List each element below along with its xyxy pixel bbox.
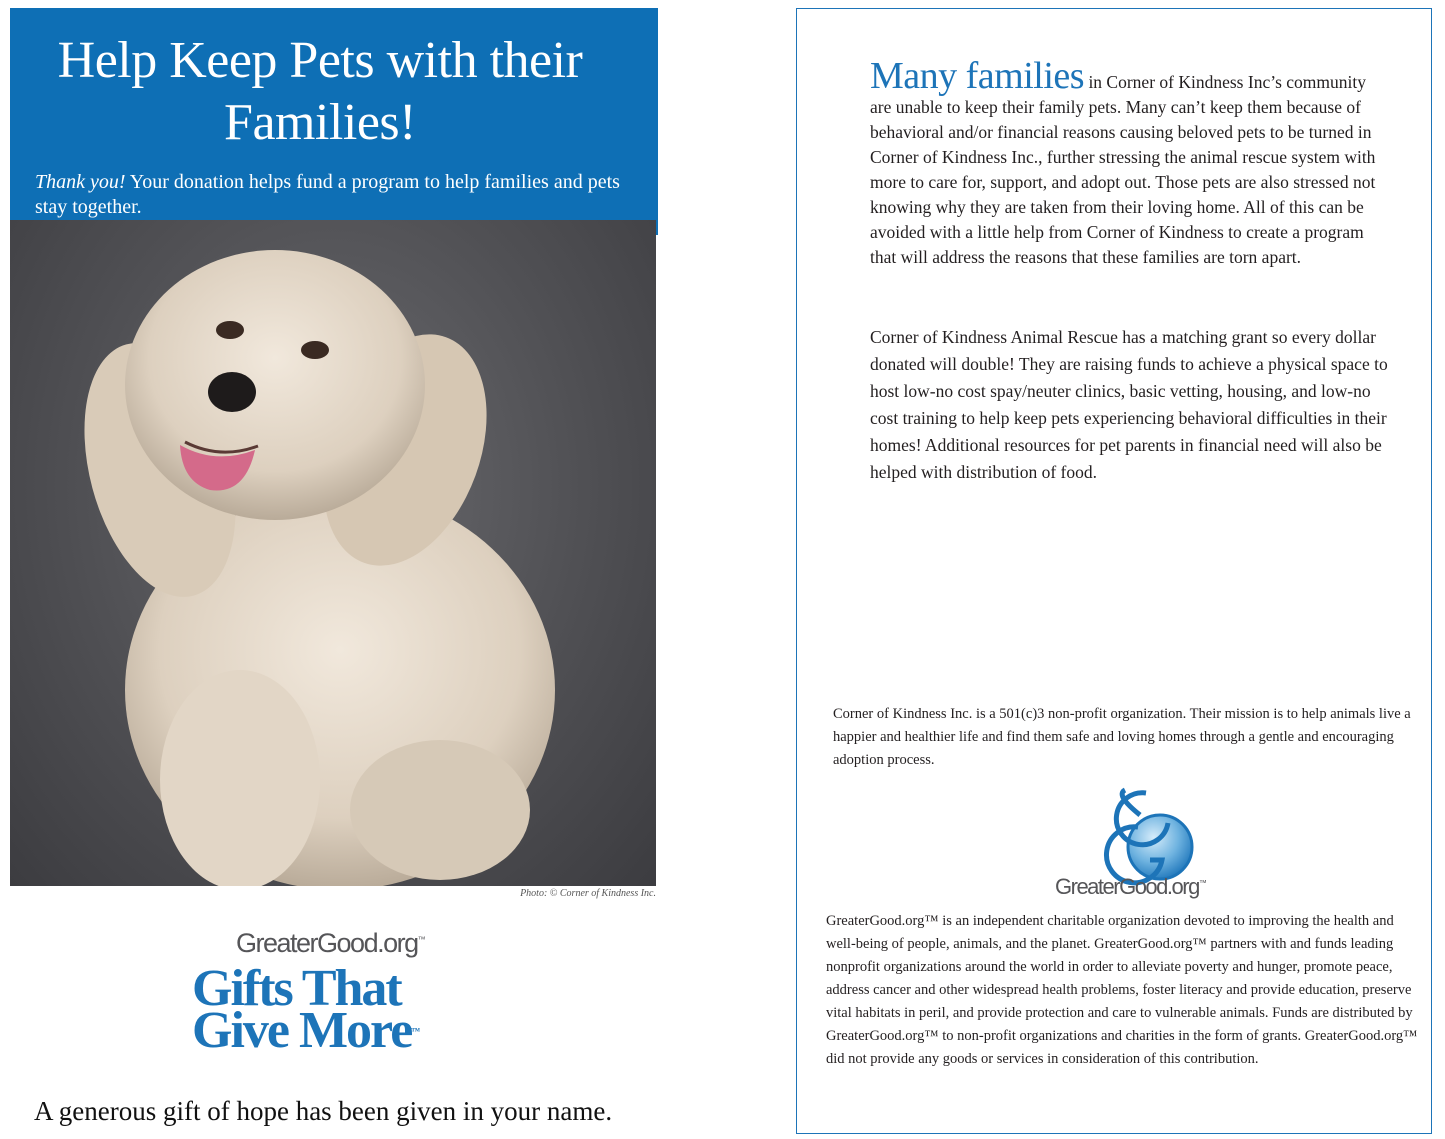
thank-you-note — [35, 170, 635, 220]
gifts-trademark-mark: ™ — [411, 1026, 421, 1036]
gifts-line-2: Give More — [192, 1002, 412, 1059]
intro-paragraph — [870, 55, 1390, 270]
trademark-mark: ™ — [417, 935, 426, 944]
greatergood-logo-text — [1055, 874, 1207, 900]
thank-you-text: Your donation helps fund a program to help families and pets stay together. — [35, 171, 620, 218]
greatergood-wordmark-text: GreaterGood.org — [236, 928, 418, 958]
mission-statement: Corner of Kindness Inc. is a 501(c)3 non-profit organization. Their mission is to help animals live a happier and healthier life and find them safe and loving homes through a gentle and encouraging adoption process. — [833, 706, 1411, 768]
gifts-line-1: Gifts That — [192, 960, 401, 1017]
gift-tagline: A generous gift of hope has been given in your name. — [34, 1096, 613, 1126]
logo-trademark-mark: ™ — [1198, 878, 1207, 888]
gifts-that-give-more-logo — [192, 960, 492, 1059]
greatergood-logo-name: GreaterGood.org — [1055, 874, 1199, 899]
dog-illustration — [10, 220, 656, 886]
about-greatergood: GreaterGood.org™ is an independent charitable organization devoted to improving the health and well-being of people, animals, and the planet. GreaterGood.org™ partners with and funds leading nonprofit organizations around the world in order to alleviate poverty and hunger, promote peace, address cancer and other widespread health problems, foster literacy and provide education, preserve vital habitats in peril, and provide protection and care to vulnerable animals. Funds are distributed by GreaterGood.org™ to non-profit organizations and charities in the form of grants. GreaterGood.org™ did not provide any goods or services in consideration of this contribution. — [826, 913, 1418, 1067]
dog-photo — [10, 220, 656, 886]
greatergood-wordmark — [236, 928, 426, 959]
grant-paragraph: Corner of Kindness Animal Rescue has a matching grant so every dollar donated will double! They are raising funds to achieve a physical space to host low-no cost spay/neuter clinics, basic vetting, housing, and low-no cost training to help keep pets experiencing behavioral difficulties in their homes! Additional resources for pet parents in financial need will also be helped with distribution of food. — [870, 327, 1388, 482]
page-headline: Help Keep Pets with their Families! — [57, 32, 583, 151]
intro-text: in Corner of Kindness Inc’s community are unable to keep their family pets. Many can’t keep them because of behavioral and/or financial reasons causing beloved pets to be turned in Corner of Kindness Inc., further stressing the animal rescue system with more to care for, support, and adopt out. Those pets are also stressed not knowing why they are taken from their loving home. All of this can be avoided with a little help from Corner of Kindness to create a program that will address the reasons that these families are torn apart. — [870, 72, 1376, 267]
photo-credit: Photo: © Corner of Kindness Inc. — [520, 888, 656, 899]
lead-words: Many families — [870, 55, 1085, 97]
thank-you-emphasis: Thank you! — [35, 171, 126, 193]
